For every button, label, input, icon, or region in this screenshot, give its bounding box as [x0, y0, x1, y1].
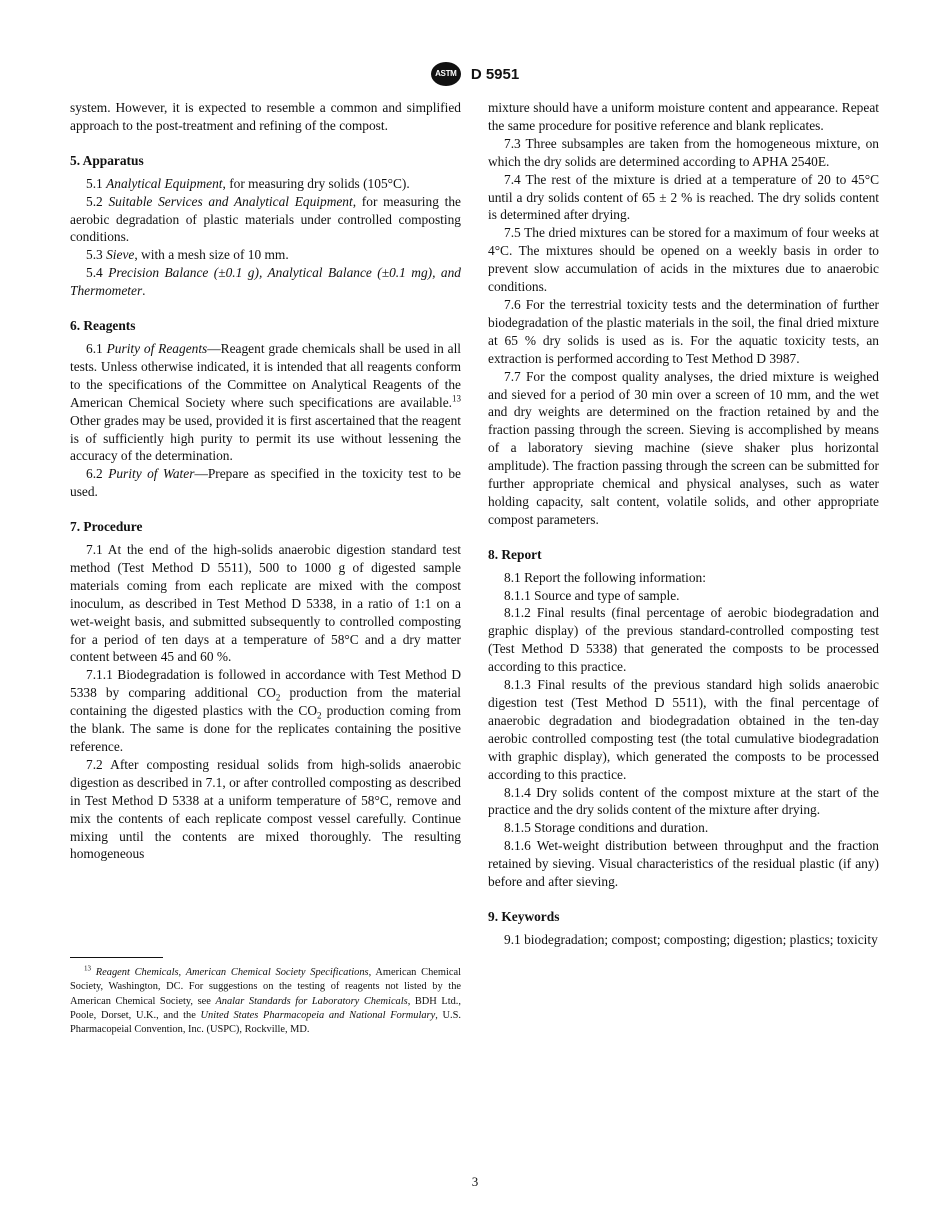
continued-paragraph: mixture should have a uniform moisture content and appearance. Repeat the same procedure for positive reference and blank replicates.: [488, 100, 879, 133]
paragraph-8-1-1: 8.1.1 Source and type of sample.: [504, 587, 680, 603]
paragraph-8-1-6: 8.1.6 Wet-weight distribution between throughput and the fraction retained by sieving. Visual characteristics of the residual plastic (if any) before and after sieving.: [488, 838, 879, 890]
paragraph-5-1: 5.1 Analytical Equipment, for measuring dry solids (105°C).: [86, 175, 410, 191]
paragraph-7-5: 7.5 The dried mixtures can be stored for a maximum of four weeks at 4°C. The mixtures should be opened on a weekly basis in order to prevent slow accumulation of acids in the mixtures due to anaerobic conditions.: [488, 225, 879, 295]
paragraph-8-1: 8.1 Report the following information:: [504, 569, 706, 585]
footnote-13: $^{13}$ Reagent Chemicals, American Chemical Society Specifications, American Chemical Society, Washington, DC. For suggestions on the testing of reagents not listed by the American Chemical Society, see Analar Standards for Laboratory Chemicals, BDH Ltd., Poole, Dorset, U.K., and the United States Pharmacopeia and National Formulary, U.S. Pharmacopeial Convention, Inc. (USPC), Rockville, MD.: [70, 964, 461, 1036]
intro-paragraph: system. However, it is expected to resemble a common and simplified approach to the post-treatment and refining of the compost.: [70, 100, 461, 133]
page-number: 3: [471, 1174, 479, 1189]
page-header: [0, 62, 950, 86]
paragraph-7-2: 7.2 After composting residual solids from high-solids anaerobic digestion as described in 7.1, or after controlled composting as described in Test Method D 5338 at a uniform temperature of 58°C, remove and mix the contents of each replicate compost vessel carefully. Continue mixing until the contents are mixed thoroughly. The resulting homogeneous: [70, 756, 461, 862]
standard-designation: D 5951: [470, 65, 520, 83]
paragraph-7-7: 7.7 For the compost quality analyses, the dried mixture is weighed and sieved for a period of 30 min over a screen of 10 mm, and the wet and dry weights are determined on the fraction retained by and the fraction passing through the screen. Sieving is accomplished by means of a laboratory sieving machine (sieve shaker plus horizontal amplitude). The fraction passing through the screen can be submitted for further appropriate chemical and physical analyses, such as water holding capacity, salt content, volatile solids, and other appropriate compost parameters.: [488, 368, 879, 527]
paragraph-5-2: 5.2 Suitable Services and Analytical Equipment, for measuring the aerobic degradation of plastic materials under controlled composting conditions.: [70, 193, 461, 245]
right-column: [488, 99, 879, 949]
section-5-heading: 5. Apparatus: [70, 152, 144, 168]
paragraph-6-1: 6.1 Purity of Reagents—Reagent grade chemicals shall be used in all tests. Unless otherwise indicated, it is intended that all reagents conform to the specifications of the Committee on Analytical Reagents of the American Chemical Society where such specifications are available.$^{13}$ Other grades may be used, provided it is first ascertained that the reagent is of sufficiently high purity to permit its use without lessening the accuracy of the determination.: [70, 340, 462, 464]
paragraph-9-1: 9.1 biodegradation; compost; composting; digestion; plastics; toxicity: [504, 931, 878, 947]
section-9-heading: 9. Keywords: [488, 908, 560, 924]
paragraph-7-4: 7.4 The rest of the mixture is dried at a temperature of 20 to 45°C until a dry solids content of 65 ± 2 % is reached. The dry solids content is determined after drying.: [488, 171, 879, 223]
paragraph-8-1-3: 8.1.3 Final results of the previous standard high solids anaerobic digestion test (Test Method D 5511), with the final percentage of anaerobic degradation and biodegradation obtained in the ten-day aerobic controlled composting test (the total cumulative biodegradation with graphic display), which generated the composts to be processed according to this practice.: [488, 677, 879, 782]
section-8-heading: 8. Report: [488, 546, 542, 562]
paragraph-7-1: 7.1 At the end of the high-solids anaerobic digestion standard test method (Test Method D 5511), 500 to 1000 g of digested sample materials coming from each replicate are mixed with the compost inoculum, as described in Test Method D 5338, in a ratio of 1:1 on a wet-weight basis, and submitted subsequently to controlled composting for a period of ten days at a temperature of 58°C and a dry matter content between 45 and 60 %.: [70, 542, 461, 665]
section-6-heading: 6. Reagents: [70, 318, 136, 334]
paragraph-7-6: 7.6 For the terrestrial toxicity tests and the determination of further biodegradation of the plastic materials in the soil, the final dried mixture at 65 % dry solids is used as is. For the aquatic toxicity tests, an extraction is performed according to Test Method D 3987.: [488, 296, 879, 366]
footnote-ref: 13: [452, 393, 461, 404]
paragraph-5-3: 5.3 Sieve, with a mesh size of 10 mm.: [86, 247, 289, 263]
left-column: [70, 99, 461, 863]
paragraph-8-1-5: 8.1.5 Storage conditions and duration.: [504, 820, 709, 836]
paragraph-6-2: 6.2 Purity of Water—Prepare as specified in the toxicity test to be used.: [70, 466, 461, 500]
paragraph-7-3: 7.3 Three subsamples are taken from the homogeneous mixture, on which the dry solids are determined according to APHA 2540E.: [488, 135, 879, 169]
footnote-divider: [70, 957, 163, 958]
section-7-heading: 7. Procedure: [70, 519, 143, 535]
astm-logo-icon: ASTM: [431, 62, 461, 86]
paragraph-8-1-4: 8.1.4 Dry solids content of the compost mixture at the start of the practice and the dry solids content of the mixture after drying.: [488, 784, 879, 818]
paragraph-8-1-2: 8.1.2 Final results (final percentage of aerobic biodegradation and graphic display) of the previous standard-controlled composting test (Test Method D 5338) that generated the composts to be processed according to this practice.: [488, 605, 879, 675]
paragraph-5-4: 5.4 Precision Balance (±0.1 g), Analytical Balance (±0.1 mg), and Thermometer.: [70, 265, 461, 299]
paragraph-7-1-1: 7.1.1 Biodegradation is followed in accordance with Test Method D 5338 by comparing additional $CO_2$ production from the material containing the digested plastics with the $CO_2$ production coming from the blank. The same is done for the replicates containing the positive reference.: [70, 667, 461, 754]
